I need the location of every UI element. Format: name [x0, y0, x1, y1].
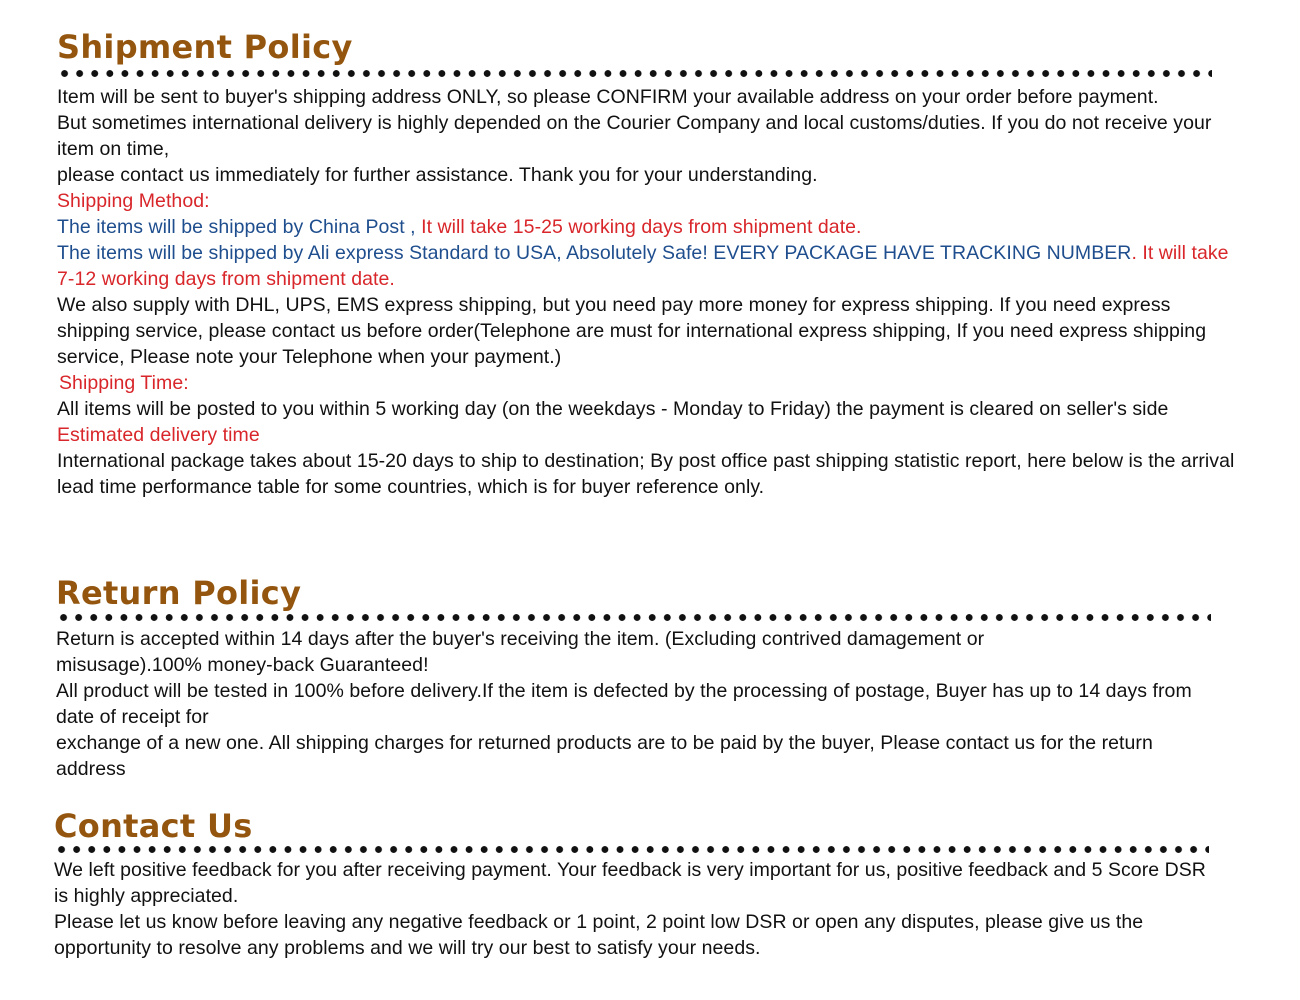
tracking-number-text: EVERY PACKAGE HAVE TRACKING NUMBER — [707, 242, 1132, 264]
dotted-divider — [57, 69, 1212, 78]
shipping-method-aliexpress — [57, 240, 1242, 292]
shipping-time-text: All items will be posted to you within 5 working day (on the weekdays - Monday to Friday) the payment is cleared on seller's side — [57, 398, 1169, 420]
return-policy-section — [56, 574, 1256, 782]
contact-us-heading: Contact Us — [54, 807, 253, 845]
shipment-policy-heading: Shipment Policy — [57, 28, 353, 66]
shipping-time-label: Shipping Time: — [59, 372, 189, 394]
contact-paragraph-1: We left positive feedback for you after receiving payment. Your feedback is very important for us, positive feedback and 5 Score DSR is highly appreciated. — [54, 859, 1206, 907]
return-paragraph-2: All product will be tested in 100% before delivery.If the item is defected by the processing of postage, Buyer has up to 14 days from date of receipt for — [56, 680, 1192, 728]
dotted-divider — [54, 845, 1209, 854]
china-post-text: The items will be shipped by China Post , — [57, 216, 416, 238]
shipment-paragraph-2: But sometimes international delivery is highly depended on the Courier Company and local customs/duties. If you do not receive your item on time, — [57, 112, 1212, 160]
contact-us-section — [54, 807, 1254, 961]
shipping-method-label: Shipping Method: — [57, 190, 210, 212]
shipment-paragraph-1: Item will be sent to buyer's shipping address ONLY, so please CONFIRM your available address on your order before payment. — [57, 86, 1159, 108]
shipment-policy-section — [57, 28, 1257, 500]
dotted-divider — [56, 613, 1211, 622]
aliexpress-text: The items will be shipped by Ali express Standard to USA, Absolutely Safe! — [57, 242, 708, 264]
return-policy-heading: Return Policy — [56, 574, 302, 612]
estimated-delivery-text: International package takes about 15-20 days to ship to destination; By post office past shipping statistic report, here below is the arrival lead time performance table for some countries, which is for buyer reference only. — [57, 450, 1235, 498]
contact-paragraph-2: Please let us know before leaving any negative feedback or 1 point, 2 point low DSR or open any disputes, please give us the opportunity to resolve any problems and we will try our best to satisfy your needs. — [54, 911, 1144, 959]
return-paragraph-1: Return is accepted within 14 days after the buyer's receiving the item. (Excluding contrived damagement or misusage).100% money-back Guaranteed! — [56, 628, 985, 676]
shipment-paragraph-3: please contact us immediately for further assistance. Thank you for your understanding. — [57, 164, 818, 186]
express-shipping-paragraph: We also supply with DHL, UPS, EMS express shipping, but you need pay more money for express shipping. If you need express shipping service, please contact us before order(Telephone are must for international express shipping, If you need express shipping service, Please note your Telephone when your payment.) — [57, 294, 1207, 368]
aliexpress-duration: . It will take 7-12 working days from shipment date. — [57, 242, 1229, 290]
china-post-duration: It will take 15-25 working days from shipment date. — [415, 216, 862, 238]
shipping-method-china-post — [57, 214, 1257, 240]
estimated-delivery-label: Estimated delivery time — [57, 424, 260, 446]
return-paragraph-3: exchange of a new one. All shipping charges for returned products are to be paid by the buyer, Please contact us for the return address — [56, 732, 1153, 780]
